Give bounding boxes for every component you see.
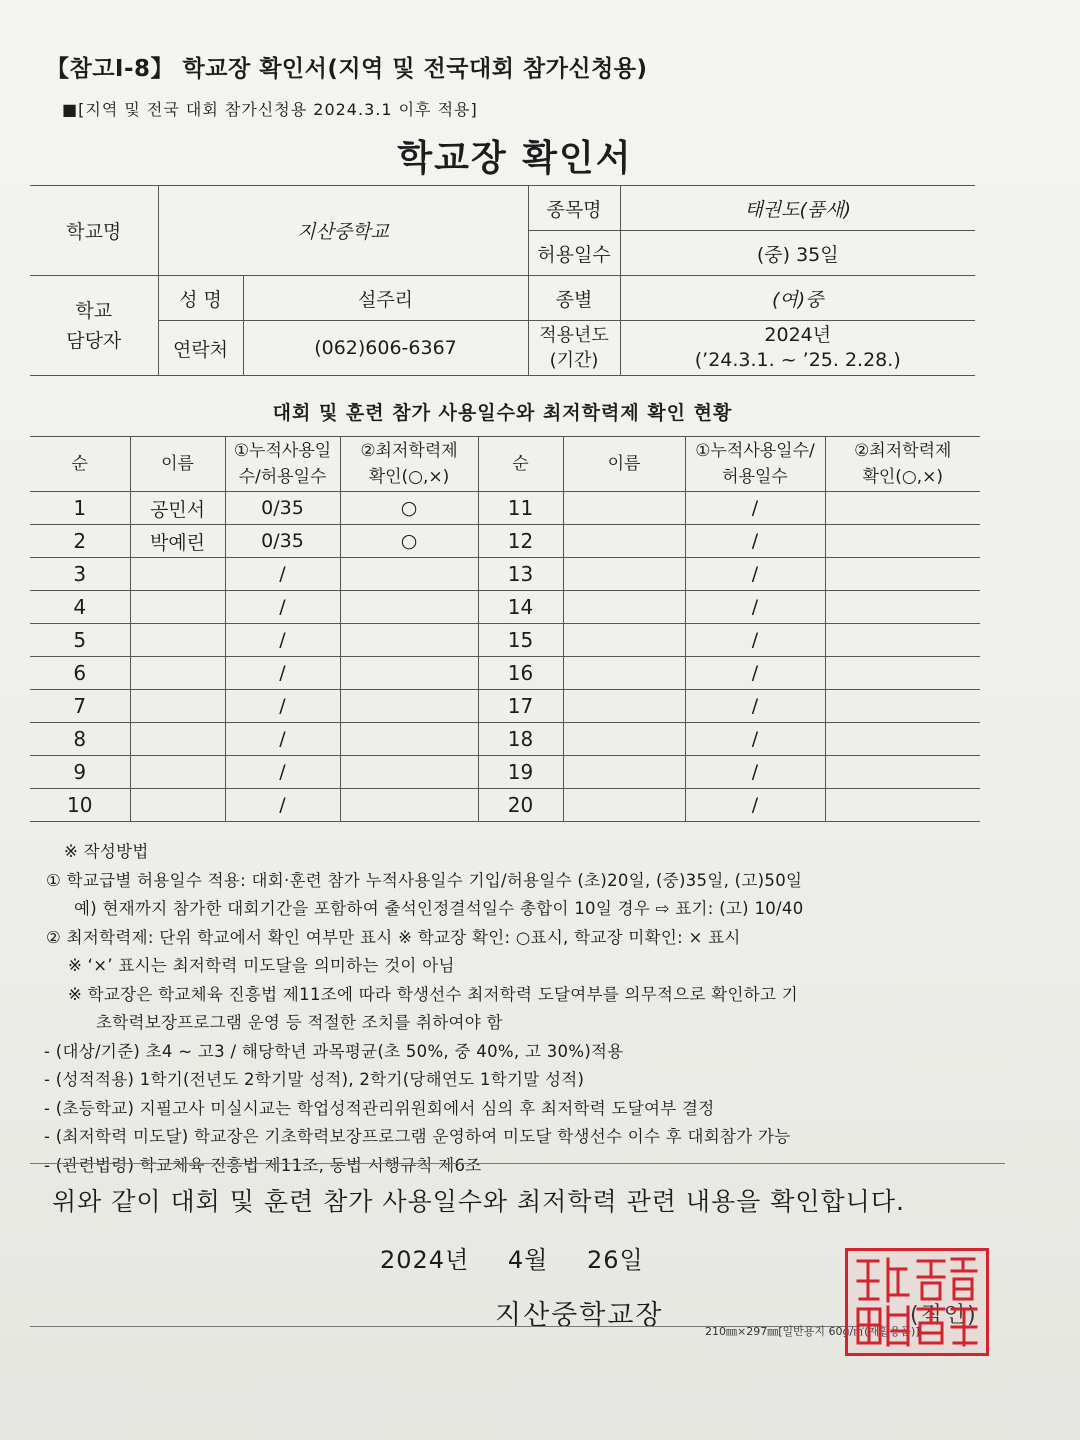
used-days-2: / bbox=[685, 558, 825, 591]
event-label: 종목명 bbox=[528, 186, 620, 231]
min-academic-check bbox=[340, 723, 478, 756]
student-name: 공민서 bbox=[130, 492, 225, 525]
issue-date bbox=[380, 1240, 674, 1275]
used-days-2: / bbox=[685, 756, 825, 789]
row-number-2: 13 bbox=[478, 558, 563, 591]
category-label: 종별 bbox=[528, 276, 620, 321]
min-academic-check: ○ bbox=[340, 525, 478, 558]
row-number: 6 bbox=[30, 657, 130, 690]
min-academic-check-2 bbox=[825, 525, 980, 558]
row-number-2: 15 bbox=[478, 624, 563, 657]
min-academic-check-2 bbox=[825, 558, 980, 591]
table-row bbox=[30, 690, 980, 723]
student-name-2 bbox=[563, 525, 685, 558]
student-name bbox=[130, 624, 225, 657]
used-days-2: / bbox=[685, 690, 825, 723]
contact-value: (062)606-6367 bbox=[243, 321, 528, 376]
table-row bbox=[30, 723, 980, 756]
notes-heading: ※ 작성방법 bbox=[64, 842, 149, 861]
note-line-3: ② 최저학력제: 단위 학교에서 확인 여부만 표시 ※ 학교장 확인: ○표시, 학교장 미확인: × 표시 bbox=[46, 927, 741, 947]
min-academic-check bbox=[340, 558, 478, 591]
used-days: / bbox=[225, 690, 340, 723]
used-days-2: / bbox=[685, 525, 825, 558]
min-academic-check bbox=[340, 789, 478, 822]
note-line-2: 예) 현재까지 참가한 대회기간을 포함하여 출석인정결석일수 총합이 10일 경우 ⇨ 표기: (고) 10/40 bbox=[74, 899, 804, 918]
student-name bbox=[130, 558, 225, 591]
student-name bbox=[130, 723, 225, 756]
note-line-10: - (최저학력 미도달) 학교장은 기초학력보장프로그램 운영하여 미도달 학생선수 이수 후 대회참가 가능 bbox=[44, 1127, 791, 1146]
seal-placeholder: (직인) bbox=[910, 1303, 978, 1328]
table-row bbox=[30, 558, 980, 591]
header-days-2: ①누적사용일수/ 허용일수 bbox=[685, 437, 825, 492]
min-academic-check bbox=[340, 591, 478, 624]
student-name-2 bbox=[563, 558, 685, 591]
used-days-2: / bbox=[685, 723, 825, 756]
principal-title: 지산중학교장 bbox=[495, 1300, 664, 1331]
used-days: 0/35 bbox=[225, 525, 340, 558]
note-line-6: 초학력보장프로그램 운영 등 적절한 조치를 취하여야 함 bbox=[96, 1013, 503, 1032]
used-days: / bbox=[225, 723, 340, 756]
row-number-2: 18 bbox=[478, 723, 563, 756]
row-number: 2 bbox=[30, 525, 130, 558]
header-no: 순 bbox=[30, 437, 130, 492]
divider-top bbox=[30, 1163, 1005, 1164]
table-row bbox=[30, 525, 980, 558]
student-name bbox=[130, 591, 225, 624]
note-line-8: - (성적적용) 1학기(전년도 2학기말 성적), 2학기(당해연도 1학기말 성적) bbox=[44, 1070, 585, 1089]
row-number: 9 bbox=[30, 756, 130, 789]
student-name-2 bbox=[563, 723, 685, 756]
manager-name-label: 성 명 bbox=[158, 276, 243, 321]
min-academic-check bbox=[340, 756, 478, 789]
category-value: (여)중 bbox=[620, 276, 975, 321]
used-days-2: / bbox=[685, 591, 825, 624]
school-info-table bbox=[30, 185, 975, 376]
note-line-5: ※ 학교장은 학교체육 진흥법 제11조에 따라 학생선수 최저학력 도달여부를 의무적으로 확인하고 기 bbox=[68, 984, 799, 1004]
date-year: 2024년 bbox=[380, 1246, 470, 1274]
student-name-2 bbox=[563, 624, 685, 657]
header-check-2: ②최저학력제 확인(○,×) bbox=[825, 437, 980, 492]
min-academic-check-2 bbox=[825, 756, 980, 789]
table-header-row bbox=[30, 437, 980, 492]
used-days-2: / bbox=[685, 492, 825, 525]
note-line-1: ① 학교급별 허용일수 적용: 대회·훈련 참가 누적사용일수 기입/허용일수 (초)20일, (중)35일, (고)50일 bbox=[46, 870, 803, 890]
row-number: 5 bbox=[30, 624, 130, 657]
table-row bbox=[30, 756, 980, 789]
year-value: 2024년 (’24.3.1. ~ ’25. 2.28.) bbox=[620, 321, 975, 376]
student-name: 박예린 bbox=[130, 525, 225, 558]
participation-table bbox=[30, 436, 980, 822]
row-number: 4 bbox=[30, 591, 130, 624]
row-number: 1 bbox=[30, 492, 130, 525]
school-name-label: 학교명 bbox=[30, 186, 158, 276]
manager-name-value: 설주리 bbox=[243, 276, 528, 321]
used-days: / bbox=[225, 624, 340, 657]
student-name bbox=[130, 789, 225, 822]
row-number: 10 bbox=[30, 789, 130, 822]
table-row bbox=[30, 657, 980, 690]
student-name bbox=[130, 657, 225, 690]
header-no-2: 순 bbox=[478, 437, 563, 492]
school-name-value: 지산중학교 bbox=[158, 186, 528, 276]
used-days: / bbox=[225, 558, 340, 591]
min-academic-check bbox=[340, 624, 478, 657]
min-academic-check bbox=[340, 657, 478, 690]
header-check: ②최저학력제 확인(○,×) bbox=[340, 437, 478, 492]
min-academic-check-2 bbox=[825, 723, 980, 756]
row-number-2: 19 bbox=[478, 756, 563, 789]
used-days: / bbox=[225, 591, 340, 624]
student-name-2 bbox=[563, 789, 685, 822]
row-number-2: 14 bbox=[478, 591, 563, 624]
used-days-2: / bbox=[685, 789, 825, 822]
year-label: 적용년도 (기간) bbox=[528, 321, 620, 376]
used-days: / bbox=[225, 756, 340, 789]
allowed-days-label: 허용일수 bbox=[528, 231, 620, 276]
note-line-11: - (관련법령) 학교체육 진흥법 제11조, 동법 시행규칙 제6조 bbox=[44, 1155, 482, 1175]
used-days: / bbox=[225, 657, 340, 690]
table-row bbox=[30, 591, 980, 624]
note-line-4: ※ ‘×’ 표시는 최저학력 미도달을 의미하는 것이 아님 bbox=[68, 956, 455, 975]
contact-label: 연락처 bbox=[158, 321, 243, 376]
student-name-2 bbox=[563, 492, 685, 525]
header-name: 이름 bbox=[130, 437, 225, 492]
table-row bbox=[30, 492, 980, 525]
min-academic-check-2 bbox=[825, 591, 980, 624]
row-number-2: 12 bbox=[478, 525, 563, 558]
event-value: 태권도(품새) bbox=[620, 186, 975, 231]
note-line-9: - (초등학교) 지필고사 미실시교는 학업성적관리위원회에서 심의 후 최저학력 도달여부 결정 bbox=[44, 1098, 715, 1118]
writing-instructions bbox=[46, 838, 1036, 1180]
student-name-2 bbox=[563, 756, 685, 789]
used-days: / bbox=[225, 789, 340, 822]
min-academic-check: ○ bbox=[340, 492, 478, 525]
row-number-2: 17 bbox=[478, 690, 563, 723]
document-title: 학교장 확인서 bbox=[397, 138, 633, 179]
confirmation-statement: 위와 같이 대회 및 훈련 참가 사용일수와 최저학력 관련 내용을 확인합니다. bbox=[52, 1187, 905, 1216]
student-name-2 bbox=[563, 591, 685, 624]
table-row bbox=[30, 789, 980, 822]
row-number-2: 16 bbox=[478, 657, 563, 690]
date-day: 26일 bbox=[587, 1246, 644, 1274]
student-name-2 bbox=[563, 690, 685, 723]
manager-label: 학교 담당자 bbox=[30, 276, 158, 376]
school-seal-stamp bbox=[845, 1248, 989, 1356]
min-academic-check-2 bbox=[825, 657, 980, 690]
seal-glyph-icon bbox=[848, 1251, 986, 1353]
paper-spec-note: 210㎜×297㎜[일반용지 60g/㎡(재활용품)] bbox=[705, 1325, 920, 1338]
used-days: 0/35 bbox=[225, 492, 340, 525]
allowed-days-value: (중) 35일 bbox=[620, 231, 975, 276]
row-number-2: 20 bbox=[478, 789, 563, 822]
table-row bbox=[30, 624, 980, 657]
min-academic-check-2 bbox=[825, 789, 980, 822]
min-academic-check-2 bbox=[825, 690, 980, 723]
min-academic-check bbox=[340, 690, 478, 723]
row-number: 7 bbox=[30, 690, 130, 723]
row-number-2: 11 bbox=[478, 492, 563, 525]
row-number: 8 bbox=[30, 723, 130, 756]
header-name-2: 이름 bbox=[563, 437, 685, 492]
note-line-7: - (대상/기준) 초4 ~ 고3 / 해당학년 과목평균(초 50%, 중 40%, 고 30%)적용 bbox=[44, 1041, 624, 1061]
applicability-note: ■[지역 및 전국 대회 참가신청용 2024.3.1 이후 적용] bbox=[62, 100, 478, 119]
section-title: 대회 및 훈련 참가 사용일수와 최저학력제 확인 현황 bbox=[272, 402, 733, 424]
student-name bbox=[130, 690, 225, 723]
used-days-2: / bbox=[685, 624, 825, 657]
reference-title: 【참고Ⅰ-8】 학교장 확인서(지역 및 전국대회 참가신청용) bbox=[46, 56, 648, 82]
min-academic-check-2 bbox=[825, 492, 980, 525]
header-days: ①누적사용일 수/허용일수 bbox=[225, 437, 340, 492]
student-name-2 bbox=[563, 657, 685, 690]
min-academic-check-2 bbox=[825, 624, 980, 657]
date-month: 4월 bbox=[507, 1246, 549, 1274]
student-name bbox=[130, 756, 225, 789]
row-number: 3 bbox=[30, 558, 130, 591]
used-days-2: / bbox=[685, 657, 825, 690]
